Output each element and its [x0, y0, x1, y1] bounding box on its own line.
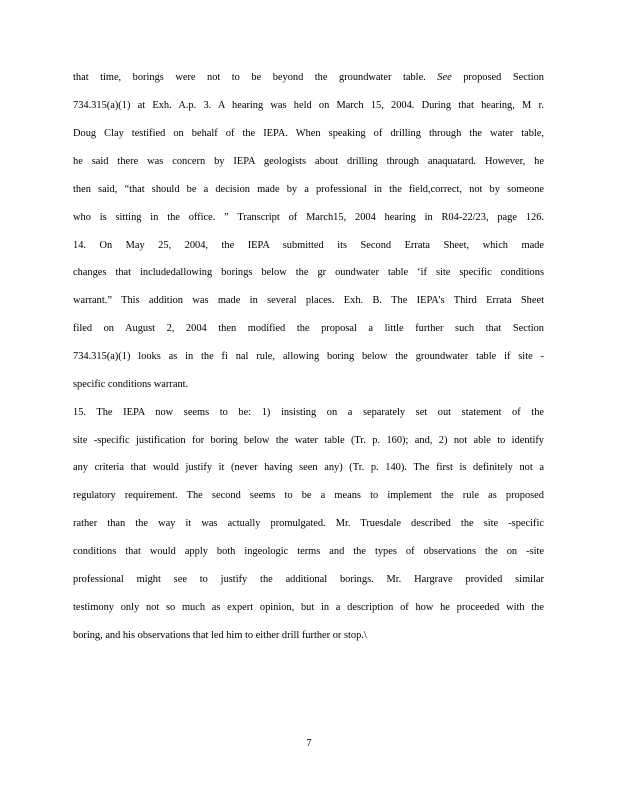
body-line: he said there was concern by IEPA geologists about drilling through anaquatard. However, he — [73, 156, 544, 167]
body-line: 14. On May 25, 2004, the IEPA submitted its Second Errata Sheet, which made — [73, 240, 544, 251]
body-line: rather than the way it was actually promulgated. Mr. Truesdale described the site -specific — [73, 518, 544, 529]
body-line: 734.315(a)(1) at Exh. A.p. 3. A hearing was held on March 15, 2004. During that hearing, M r. — [73, 100, 544, 111]
body-line: regulatory requirement. The second seems to be a means to implement the rule as proposed — [73, 490, 544, 501]
body-line: Doug Clay testified on behalf of the IEPA. When speaking of drilling through the water table, — [73, 128, 544, 139]
page-number: 7 — [306, 738, 312, 749]
body-line: boring, and his observations that led him to either drill further or stop.\ — [73, 630, 367, 641]
body-line: changes that includedallowing borings below the gr oundwater table ‘if site specific conditions — [73, 267, 544, 278]
body-line: professional might see to justify the additional borings. Mr. Hargrave provided similar — [73, 574, 544, 585]
body-line: filed on August 2, 2004 then modified the proposal a little further such that Section — [73, 323, 544, 334]
body-line: that time, borings were not to be beyond the groundwater table. See proposed Section — [73, 72, 544, 83]
body-line: warrant.” This addition was made in several places. Exh. B. The IEPA’s Third Errata Sheet — [73, 295, 544, 306]
body-line: who is sitting in the office. ” Transcript of March15, 2004 hearing in R04-22/23, page 126. — [73, 212, 544, 223]
body-line: specific conditions warrant. — [73, 379, 189, 390]
body-line: site -specific justification for boring below the water table (Tr. p. 160); and, 2) not able to identify — [73, 435, 544, 446]
body-line: testimony only not so much as expert opinion, but in a description of how he proceeded with the — [73, 602, 544, 613]
citation-signal: See — [437, 72, 452, 83]
body-line: conditions that would apply both ingeologic terms and the types of observations the on -site — [73, 546, 544, 557]
body-line: 734.315(a)(1) looks as in the fi nal rule, allowing boring below the groundwater table if site - — [73, 351, 544, 362]
body-line: 15. The IEPA now seems to be: 1) insisting on a separately set out statement of the — [73, 407, 544, 418]
body-line: then said, “that should be a decision made by a professional in the field,correct, not by someone — [73, 184, 544, 195]
body-line: any criteria that would justify it (never having seen any) (Tr. p. 140). The first is definitely not a — [73, 462, 544, 473]
